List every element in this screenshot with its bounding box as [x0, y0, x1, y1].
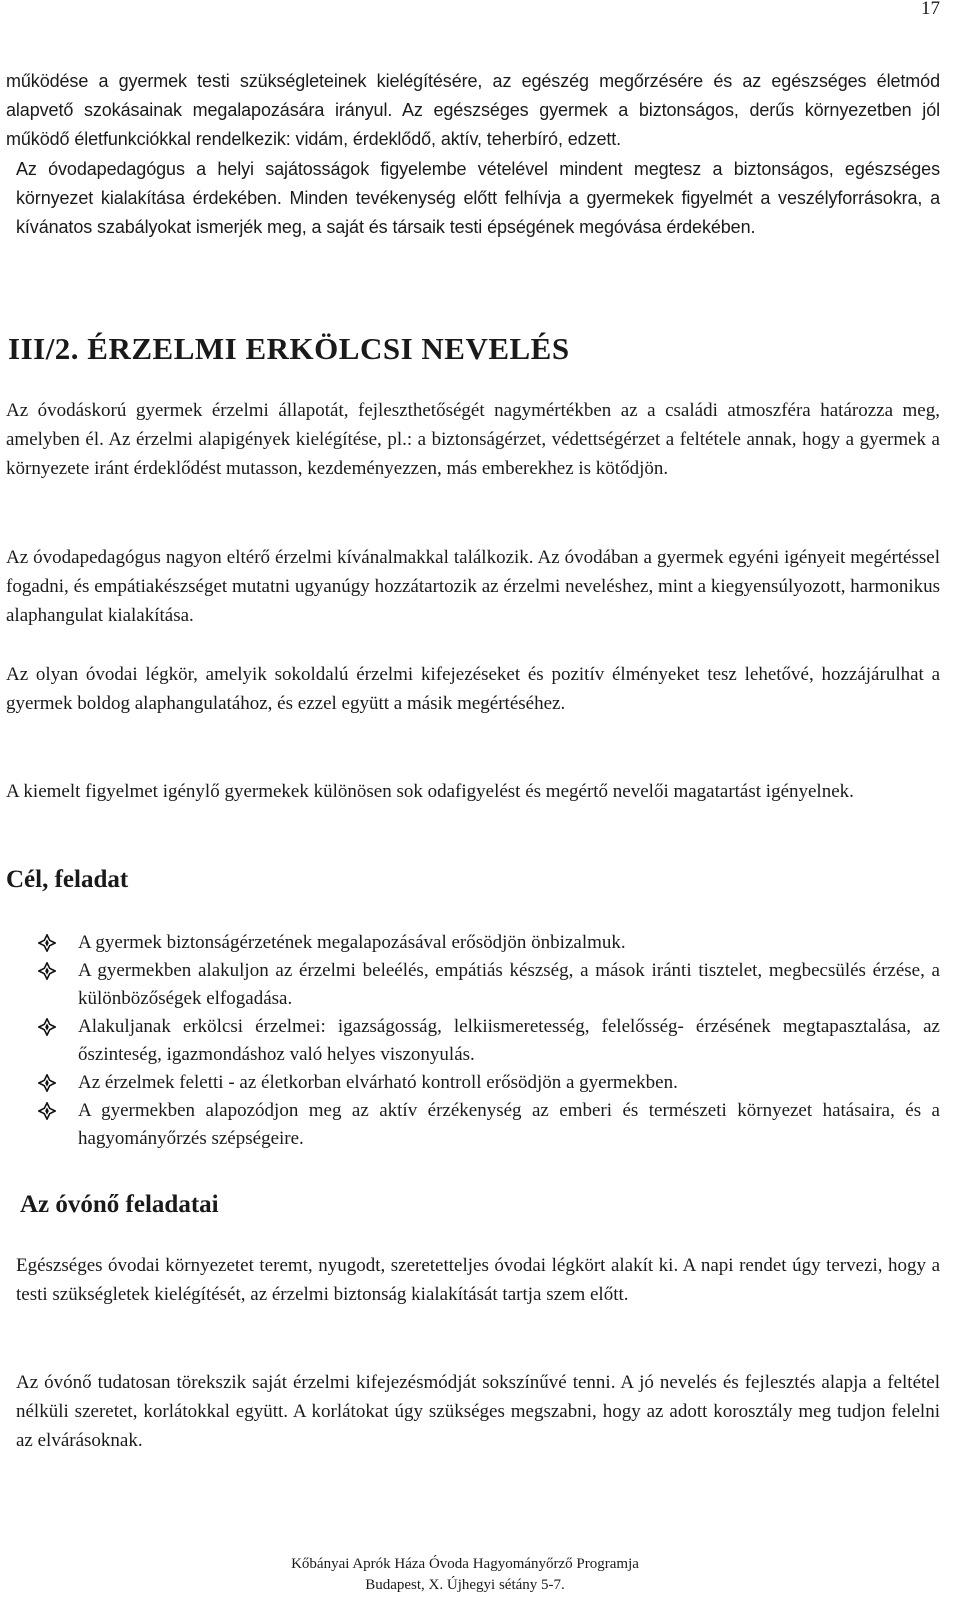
goals-heading: Cél, feladat	[6, 866, 129, 893]
goal-text: Alakuljanak erkölcsi érzelmei: igazságosság, lelkiismeretesség, felelősség- érzésének megtapasztalása, az őszinteség, igazmondáshoz való helyes viszonyulás.	[78, 1016, 940, 1065]
tasks-heading: Az óvónő feladatai	[20, 1191, 219, 1218]
intro-paragraph-2: Az óvodapedagógus a helyi sajátosságok figyelembe vételével mindent megtesz a biztonságos, egészséges környezet kialakítása érdekében. Minden tevékenység előtt felhívja a gyermekek figyelmét a veszélyforrásokra, a kívánatos szabályokat ismerjék meg, a saját és társaik testi épségének megóvása érdekében.	[16, 159, 940, 237]
tasks-paragraph-1: Egészséges óvodai környezetet teremt, nyugodt, szeretetteljes óvodai légkört alakít ki. A napi rendet úgy tervezi, hogy a testi szükségletek kielégítését, az érzelmi biztonság kialakítását tartja szem előtt.	[16, 1255, 940, 1305]
diamond-bullet-icon	[38, 962, 56, 980]
diamond-bullet-icon	[38, 1102, 56, 1120]
section-paragraph-2: Az óvodapedagógus nagyon eltérő érzelmi kívánalmakkal találkozik. Az óvodában a gyermek egyéni igényeit megértéssel fogadni, és empátiakészséget mutatni ugyanúgy hozzátartozik az érzelmi neveléshez, mint a kiegyensúlyozott, harmonikus alaphangulat kialakítása.	[6, 547, 940, 626]
footer-line-2: Budapest, X. Újhegyi sétány 5-7.	[365, 1577, 565, 1593]
section-paragraph-4: A kiemelt figyelmet igénylő gyermekek különösen sok odafigyelést és megértő nevelői magatartást igényelnek.	[6, 781, 854, 802]
tasks-paragraph-2: Az óvónő tudatosan törekszik saját érzelmi kifejezésmódját sokszínűvé tenni. A jó nevelés és fejlesztés alapja a feltétel nélküli szeretet, korlátokkal együtt. A korlátokat úgy szükséges megszabni, hogy az adott korosztály meg tudjon felelni az elvárásoknak.	[16, 1372, 940, 1451]
diamond-bullet-icon	[38, 1018, 56, 1036]
section-paragraph-3: Az olyan óvodai légkör, amelyik sokoldalú érzelmi kifejezéseket és pozitív élményeket tesz lehetővé, hozzájárulhat a gyermek boldog alaphangulatához, és ezzel együtt a másik megértéséhez.	[6, 664, 940, 714]
goals-list	[6, 929, 940, 1153]
section-heading: III/2. ÉRZELMI ERKÖLCSI NEVELÉS	[8, 331, 570, 366]
diamond-bullet-icon	[38, 1074, 56, 1092]
intro-paragraph-1: működése a gyermek testi szükségleteinek kielégítésére, az egészég megőrzésére és az egészséges életmód alapvető szokásainak megalapozására irányul. Az egészséges gyermek a biztonságos, derűs környezetben jól működő életfunkciókkal rendelkezik: vidám, érdeklődő, aktív, teherbíró, edzett.	[6, 71, 940, 149]
goal-item	[6, 957, 940, 1013]
goal-item	[6, 1069, 940, 1097]
goal-text: A gyermek biztonságérzetének megalapozásával erősödjön önbizalmuk.	[78, 932, 626, 953]
goal-item	[6, 929, 940, 957]
goal-item	[6, 1097, 940, 1153]
section-paragraph-1: Az óvodáskorú gyermek érzelmi állapotát, fejleszthetőségét nagymértékben az a családi atmoszféra határozza meg, amelyben él. Az érzelmi alapigények kielégítése, pl.: a biztonságérzet, védettségérzet a feltétele annak, hogy a gyermek a környezete iránt érdeklődést mutasson, kezdeményezzen, más emberekhez is kötődjön.	[6, 400, 940, 479]
goal-text: A gyermekben alakuljon az érzelmi beleélés, empátiás készség, a mások iránti tisztelet, megbecsülés érzése, a különbözőségek elfogadása.	[78, 960, 940, 1009]
goal-text: A gyermekben alapozódjon meg az aktív érzékenység az emberi és természeti környezet hatásaira, és a hagyományőrzés szépségeire.	[78, 1100, 940, 1149]
page-number: 17	[921, 0, 940, 19]
goal-text: Az érzelmek feletti - az életkorban elvárható kontroll erősödjön a gyermekben.	[78, 1072, 678, 1093]
goal-item	[6, 1013, 940, 1069]
footer-line-1: Kőbányai Aprók Háza Óvoda Hagyományőrző Programja	[291, 1556, 639, 1572]
diamond-bullet-icon	[38, 934, 56, 952]
